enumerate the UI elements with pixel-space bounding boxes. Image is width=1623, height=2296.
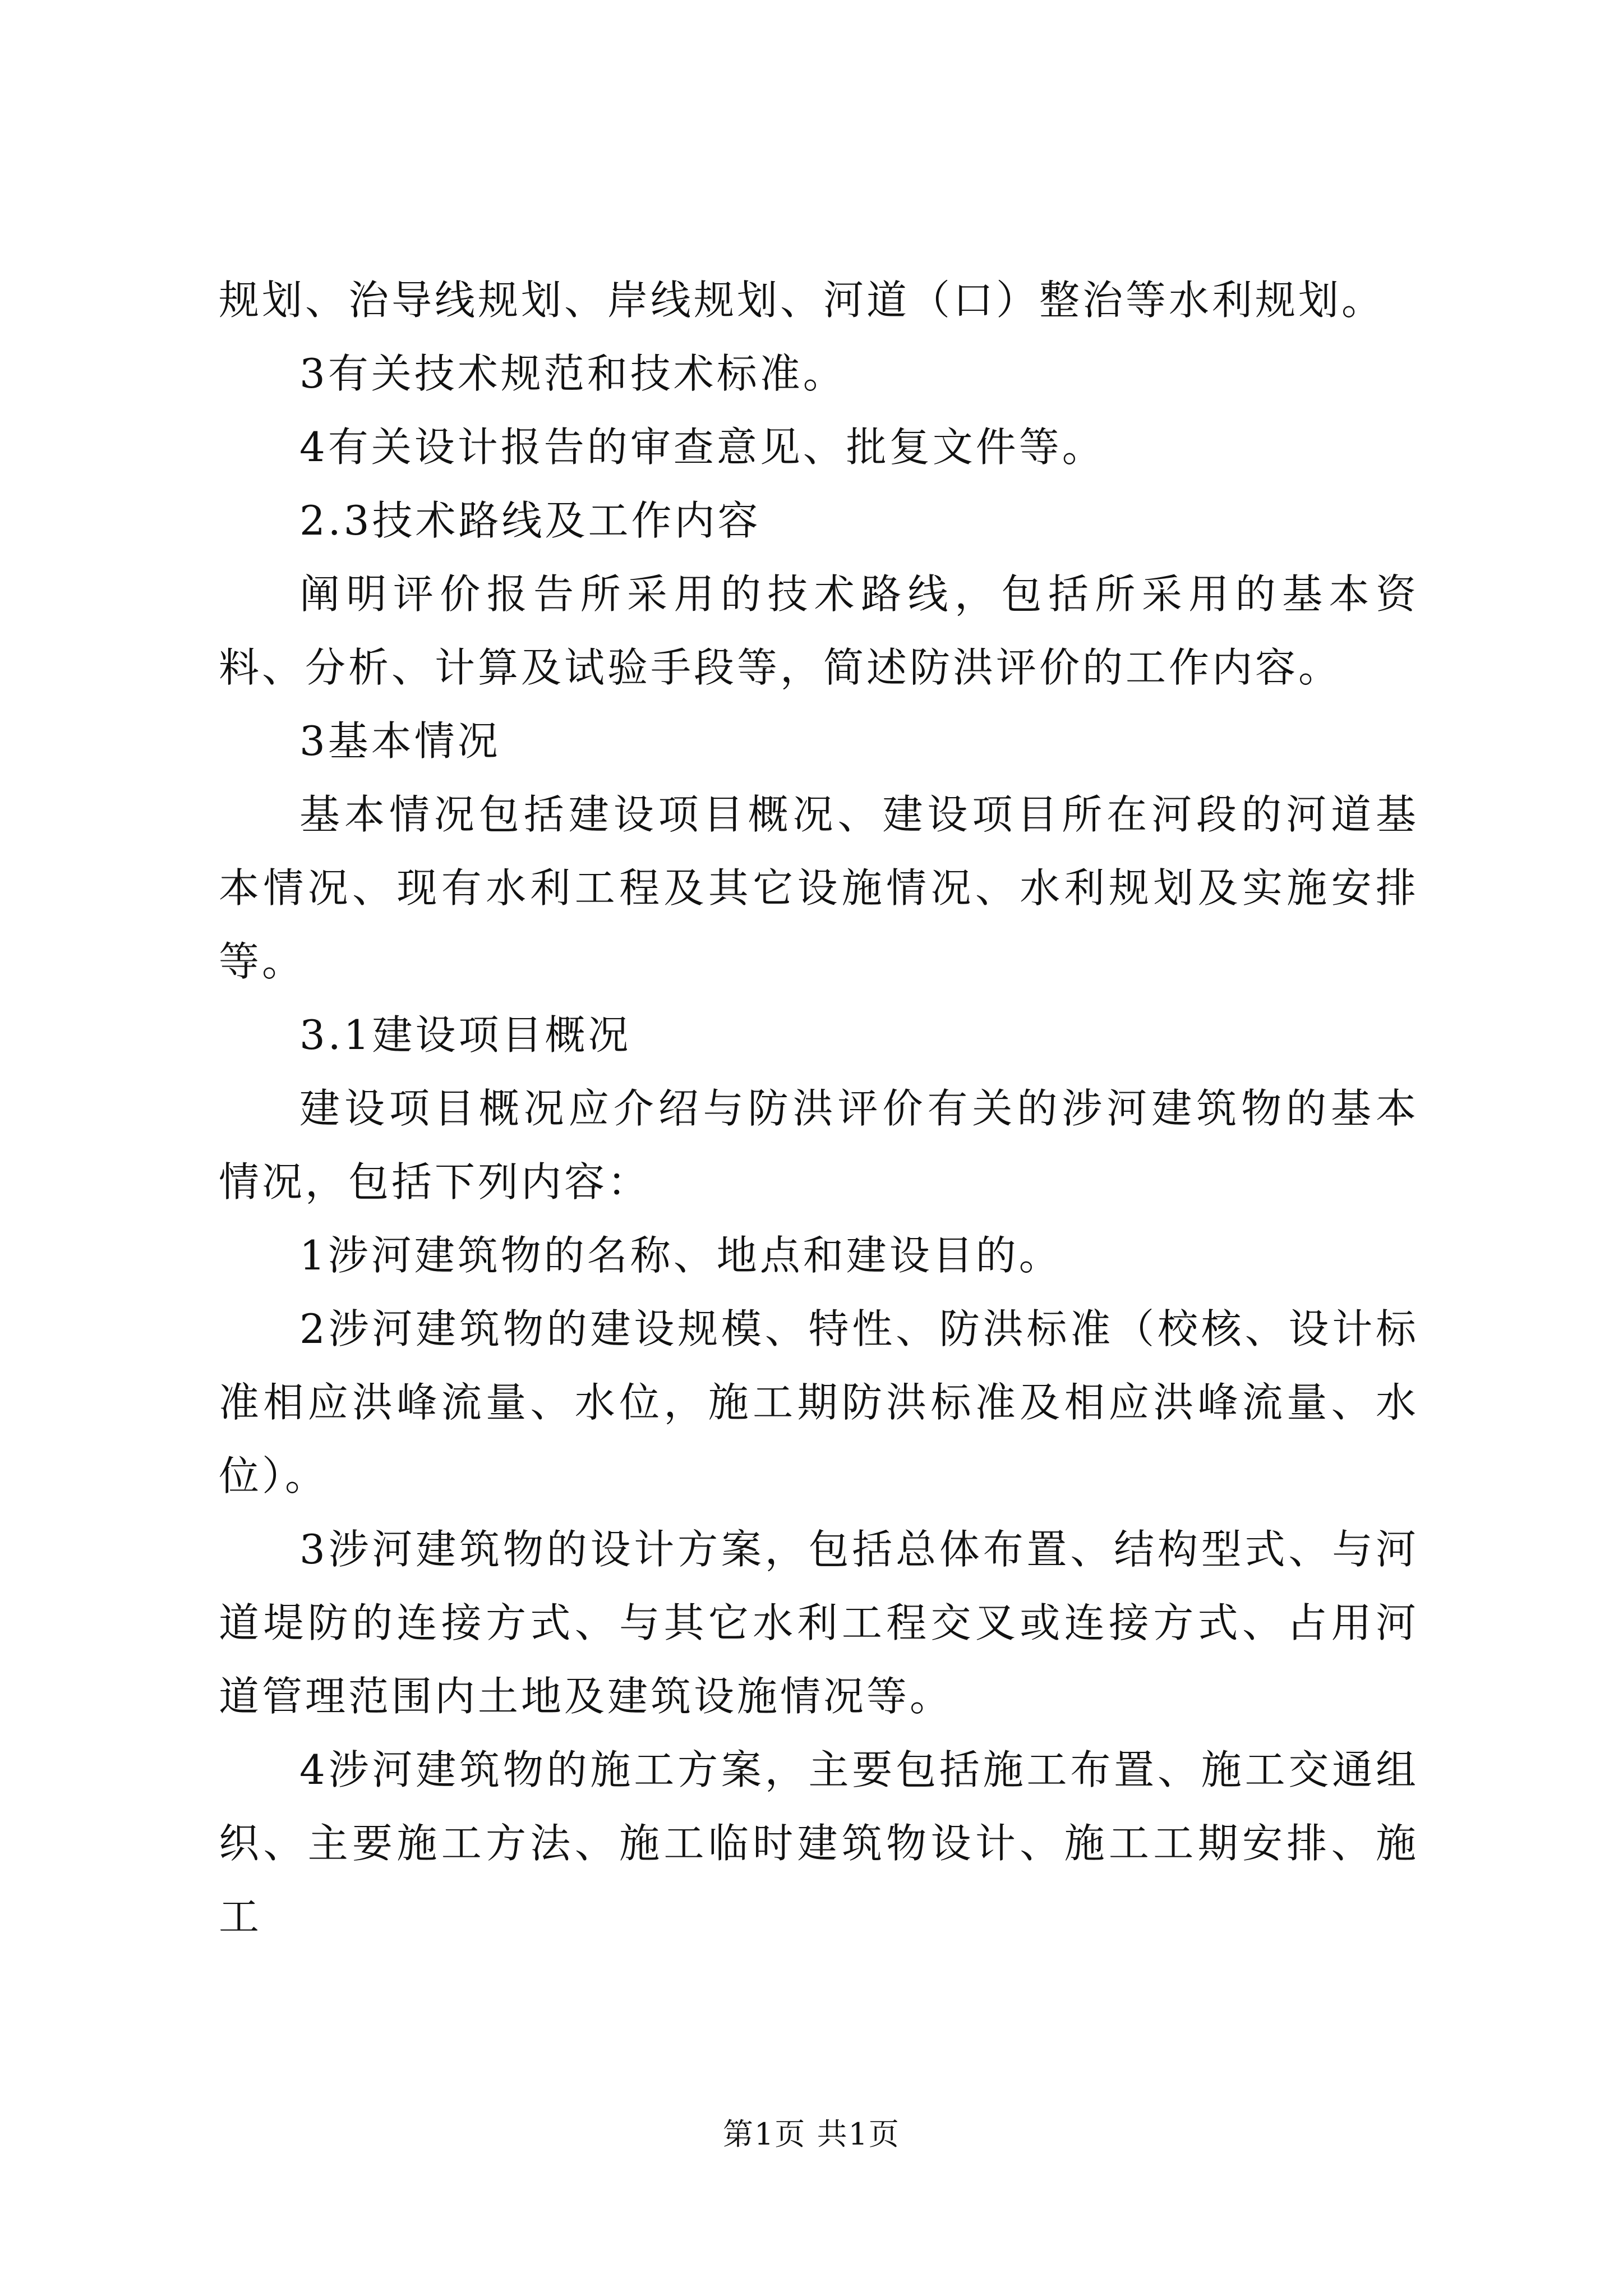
document-body	[219, 264, 1419, 1954]
paragraph: 规划、治导线规划、岸线规划、河道（口）整治等水利规划。	[219, 277, 1385, 324]
paragraph: 建设项目概况应介绍与防洪评价有关的涉河建筑物的基本情况，包括下列内容：	[219, 1085, 1419, 1205]
paragraph: 3有关技术规范和技术标准。	[299, 350, 846, 397]
paragraph: 基本情况包括建设项目概况、建设项目所在河段的河道基本情况、现有水利工程及其它设施情况、水利规划及实施安排等。	[219, 791, 1419, 985]
paragraph: 4有关设计报告的审查意见、批复文件等。	[299, 424, 1105, 471]
list-item: 3涉河建筑物的设计方案，包括总体布置、结构型式、与河道堤防的连接方式、与其它水利工程交叉或连接方式、占用河道管理范围内土地及建筑设施情况等。	[219, 1526, 1419, 1720]
section-heading: 2.3技术路线及工作内容	[299, 497, 761, 544]
list-item: 1涉河建筑物的名称、地点和建设目的。	[299, 1232, 1062, 1279]
paragraph: 阐明评价报告所采用的技术路线，包括所采用的基本资料、分析、计算及试验手段等，简述防洪评价的工作内容。	[219, 570, 1419, 691]
list-item: 4涉河建筑物的施工方案，主要包括施工布置、施工交通组织、主要施工方法、施工临时建筑物设计、施工工期安排、施工	[219, 1746, 1419, 1940]
page-number-footer: 第1页 共1页	[723, 2116, 900, 2152]
list-item: 2涉河建筑物的建设规模、特性、防洪标准（校核、设计标准相应洪峰流量、水位，施工期防洪标准及相应洪峰流量、水位）。	[219, 1305, 1419, 1499]
section-heading: 3基本情况	[299, 717, 501, 765]
section-heading: 3.1建设项目概况	[299, 1011, 631, 1059]
